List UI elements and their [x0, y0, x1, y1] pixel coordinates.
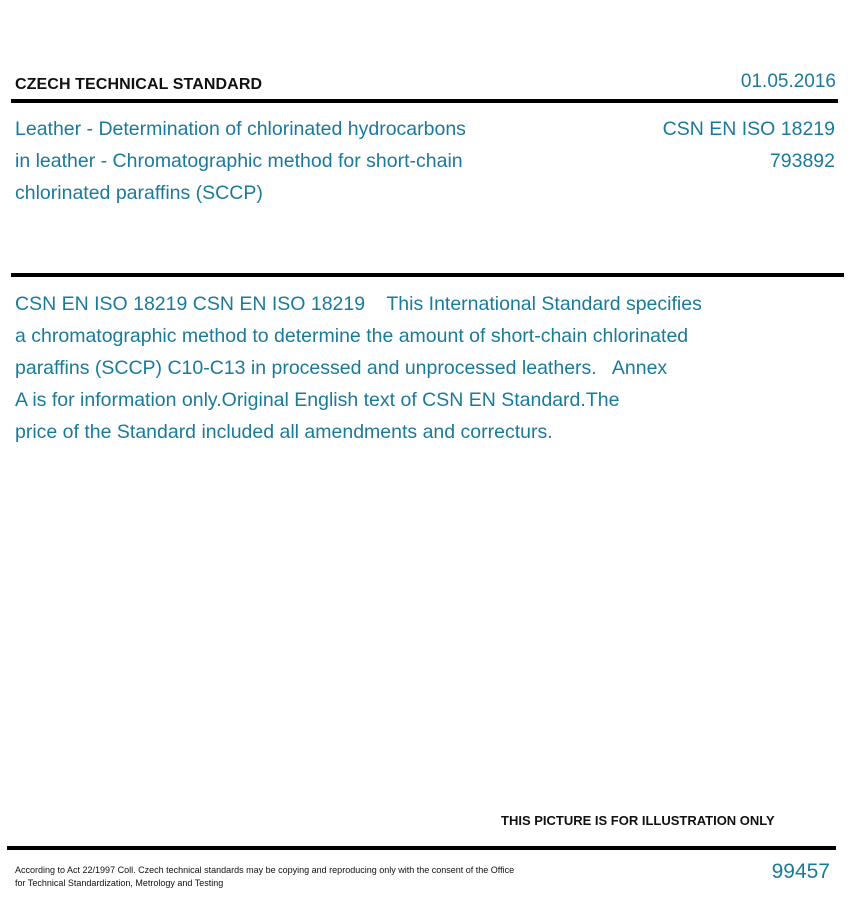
description-line: A is for information only.Original English text of CSN EN Standard.The	[15, 389, 620, 411]
legal-notice-line: for Technical Standardization, Metrology and Testing	[15, 878, 224, 888]
legal-notice	[15, 864, 595, 890]
description-line: CSN EN ISO 18219 CSN EN ISO 18219 This International Standard specifies	[15, 293, 702, 315]
standard-title	[15, 113, 535, 209]
standard-description	[15, 288, 835, 448]
description-line: price of the Standard included all amendments and correcturs.	[15, 421, 553, 443]
standard-title-line: chlorinated paraffins (SCCP)	[15, 182, 263, 204]
standard-title-line: in leather - Chromatographic method for short-chain	[15, 150, 463, 172]
publication-date: 01.05.2016	[740, 71, 836, 92]
standard-code: CSN EN ISO 18219	[662, 118, 835, 140]
document-number: 99457	[771, 860, 830, 883]
header-divider	[11, 99, 838, 103]
legal-notice-line: According to Act 22/1997 Coll. Czech technical standards may be copying and reproducing only with the consent of the Office	[15, 865, 515, 875]
description-line: paraffins (SCCP) C10-C13 in processed and unprocessed leathers. Annex	[15, 357, 668, 379]
catalog-number: 793892	[769, 150, 835, 172]
footer-divider	[7, 846, 836, 850]
document-type-title: CZECH TECHNICAL STANDARD	[15, 76, 263, 93]
standard-title-line: Leather - Determination of chlorinated hydrocarbons	[15, 118, 466, 140]
description-line: a chromatographic method to determine the amount of short-chain chlorinated	[15, 325, 689, 347]
section-divider	[11, 273, 844, 277]
illustration-disclaimer: THIS PICTURE IS FOR ILLUSTRATION ONLY	[501, 813, 775, 828]
standard-identifiers	[663, 113, 835, 177]
